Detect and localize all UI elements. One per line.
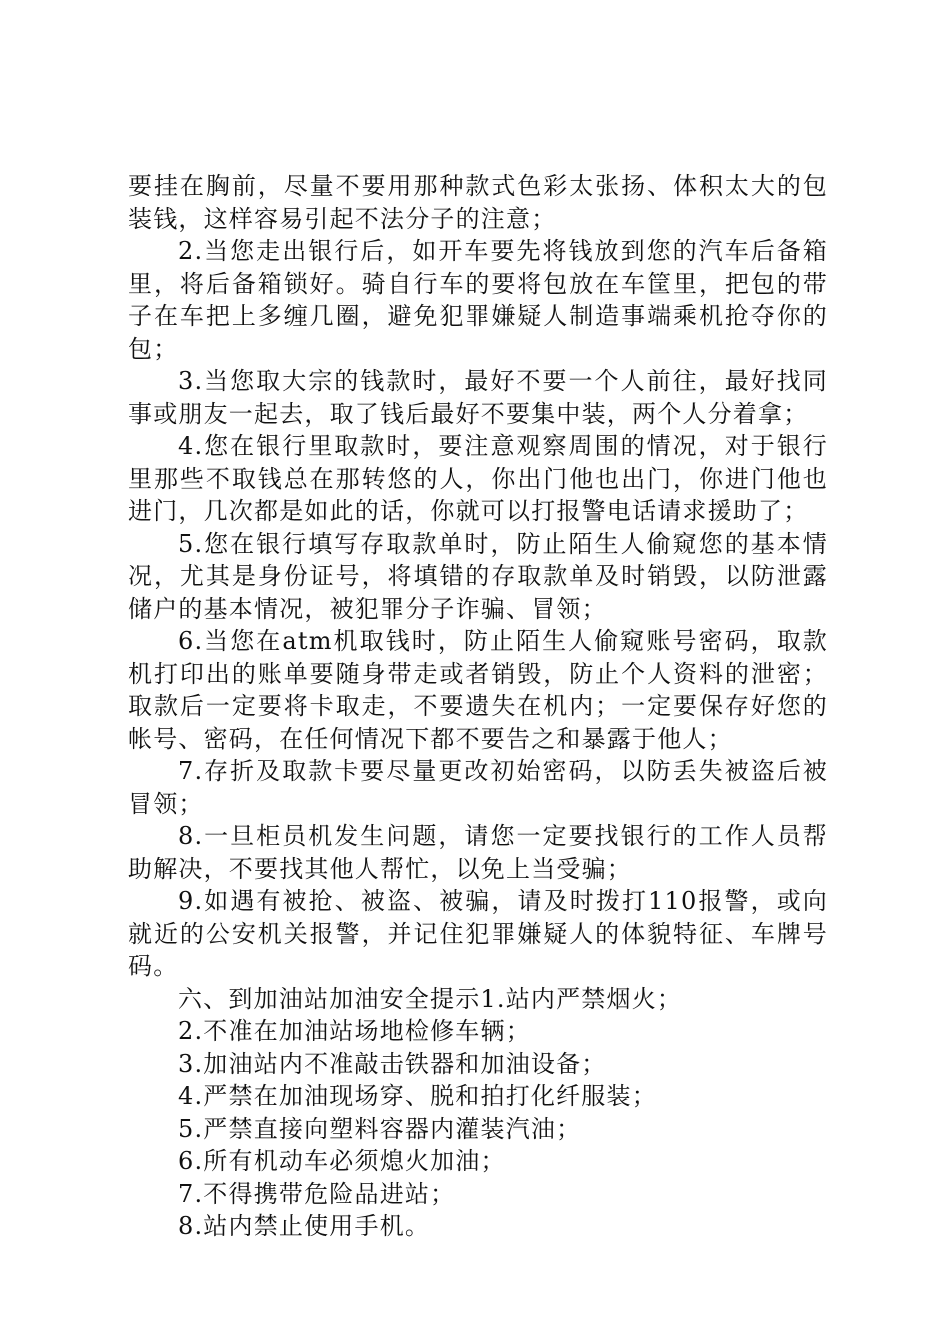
paragraph-item-8: 8.一旦柜员机发生问题，请您一定要找银行的工作人员帮助解决，不要找其他人帮忙，以免上当受骗； xyxy=(128,822,828,883)
gas-tip-5: 5.严禁直接向塑料容器内灌装汽油； xyxy=(178,1114,582,1143)
gas-tip-2: 2.不准在加油站场地检修车辆； xyxy=(178,1017,531,1045)
gas-tip-4: 4.严禁在加油现场穿、脱和拍打化纤服装； xyxy=(178,1082,657,1110)
paragraph-item-3: 3.当您取大宗的钱款时，最好不要一个人前往，最好找同事或朋友一起去，取了钱后最好不要集中装，两个人分着拿； xyxy=(128,367,828,428)
paragraph-item-7: 7.存折及取款卡要尽量更改初始密码，以防丢失被盗后被冒领； xyxy=(128,757,828,818)
paragraph-continuation: 要挂在胸前，尽量不要用那种款式色彩太张扬、体积太大的包装钱，这样容易引起不法分子的注意； xyxy=(128,172,828,233)
paragraph-item-9: 9.如遇有被抢、被盗、被骗，请及时拨打110报警，或向就近的公安机关报警，并记住犯罪嫌疑人的体貌特征、车牌号码。 xyxy=(128,887,828,980)
paragraph-item-6: 6.当您在atm机取钱时，防止陌生人偷窥账号密码，取款机打印出的账单要随身带走或者销毁，防止个人资料的泄密；取款后一定要将卡取走，不要遗失在机内；一定要保存好您的帐号、密码，在任何情况下都不要告之和暴露于他人； xyxy=(128,627,828,753)
paragraph-item-5: 5.您在银行填写存取款单时，防止陌生人偷窥您的基本情况，尤其是身份证号，将填错的存取款单及时销毁，以防泄露储户的基本情况，被犯罪分子诈骗、冒领； xyxy=(128,529,828,623)
gas-tip-8: 8.站内禁止使用手机。 xyxy=(178,1212,431,1240)
paragraph-item-4: 4.您在银行里取款时，要注意观察周围的情况，对于银行里那些不取钱总在那转悠的人，你出门他也出门，你进门他也进门，几次都是如此的话，你就可以打报警电话请求援助了； xyxy=(128,432,828,525)
gas-tip-6: 6.所有机动车必须熄火加油； xyxy=(178,1147,506,1175)
gas-tip-3: 3.加油站内不准敲击铁器和加油设备； xyxy=(178,1049,607,1078)
paragraph-item-2: 2.当您走出银行后，如开车要先将钱放到您的汽车后备箱里，将后备箱锁好。骑自行车的要将包放在车筐里，把包的带子在车把上多缠几圈，避免犯罪嫌疑人制造事端乘机抢夺你的包； xyxy=(128,237,828,363)
section-heading-gas-station: 六、到加油站加油安全提示1.站内严禁烟火； xyxy=(178,984,683,1013)
gas-tip-7: 7.不得携带危险品进站； xyxy=(178,1179,456,1208)
document-body xyxy=(128,170,828,1243)
